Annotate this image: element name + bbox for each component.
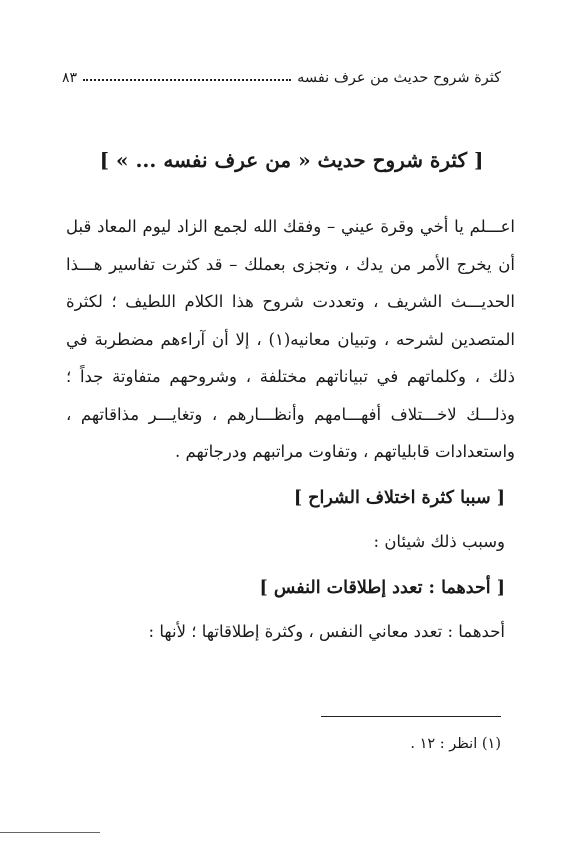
page-number: ٨٣ bbox=[62, 70, 78, 86]
footnote-separator bbox=[321, 716, 501, 717]
section-reasons-text: وسبب ذلك شيئان : bbox=[373, 532, 505, 551]
body-text bbox=[66, 208, 515, 471]
footnote: (١) انظر : ١٢ . bbox=[410, 736, 501, 752]
section-first-text: أحدهما : تعدد معاني النفس ، وكثرة إطلاقاتها ؛ لأنها : bbox=[148, 622, 505, 641]
section-heading-first: [ أحدهما : تعدد إطلاقات النفس ] bbox=[259, 578, 505, 598]
running-header bbox=[62, 64, 501, 86]
header-dot-leader bbox=[83, 79, 291, 81]
body-paragraph: اعـــلم يا أخي وقرة عيني – وفقك الله لجمع الزاد ليوم المعاد قبل أن يخرج الأمر من يدك ، وتجزى بعملك – قد كثرت تفاسير هـــذا الحديـــث الشريف ، وتعددت شروح هذا الكلام اللطيف ؛ لكثرة المتصدين لشرحه ، وتبيان معانيه(١) ، إلا أن آراءهم مضطربة في ذلك ، وكلماتهم في تبياناتهم مختلفة ، وشروحهم متفاوتة جداً ؛ وذلـــك لاخـــتلاف أفهـــامهم وأنظـــارهم ، وتغايـــر مذاقاتهم ، واستعدادات قابلياتهم ، وتفاوت مراتبهم ودرجاتهم . bbox=[66, 217, 516, 461]
section-heading-reasons: [ سببا كثرة اختلاف الشراح ] bbox=[293, 488, 505, 508]
chapter-title: [ كثرة شروح حديث « من عرف نفسه ... » ] bbox=[99, 148, 484, 172]
page-edge-line bbox=[0, 832, 100, 833]
running-title: كثرة شروح حديث من عرف نفسه bbox=[297, 70, 501, 86]
